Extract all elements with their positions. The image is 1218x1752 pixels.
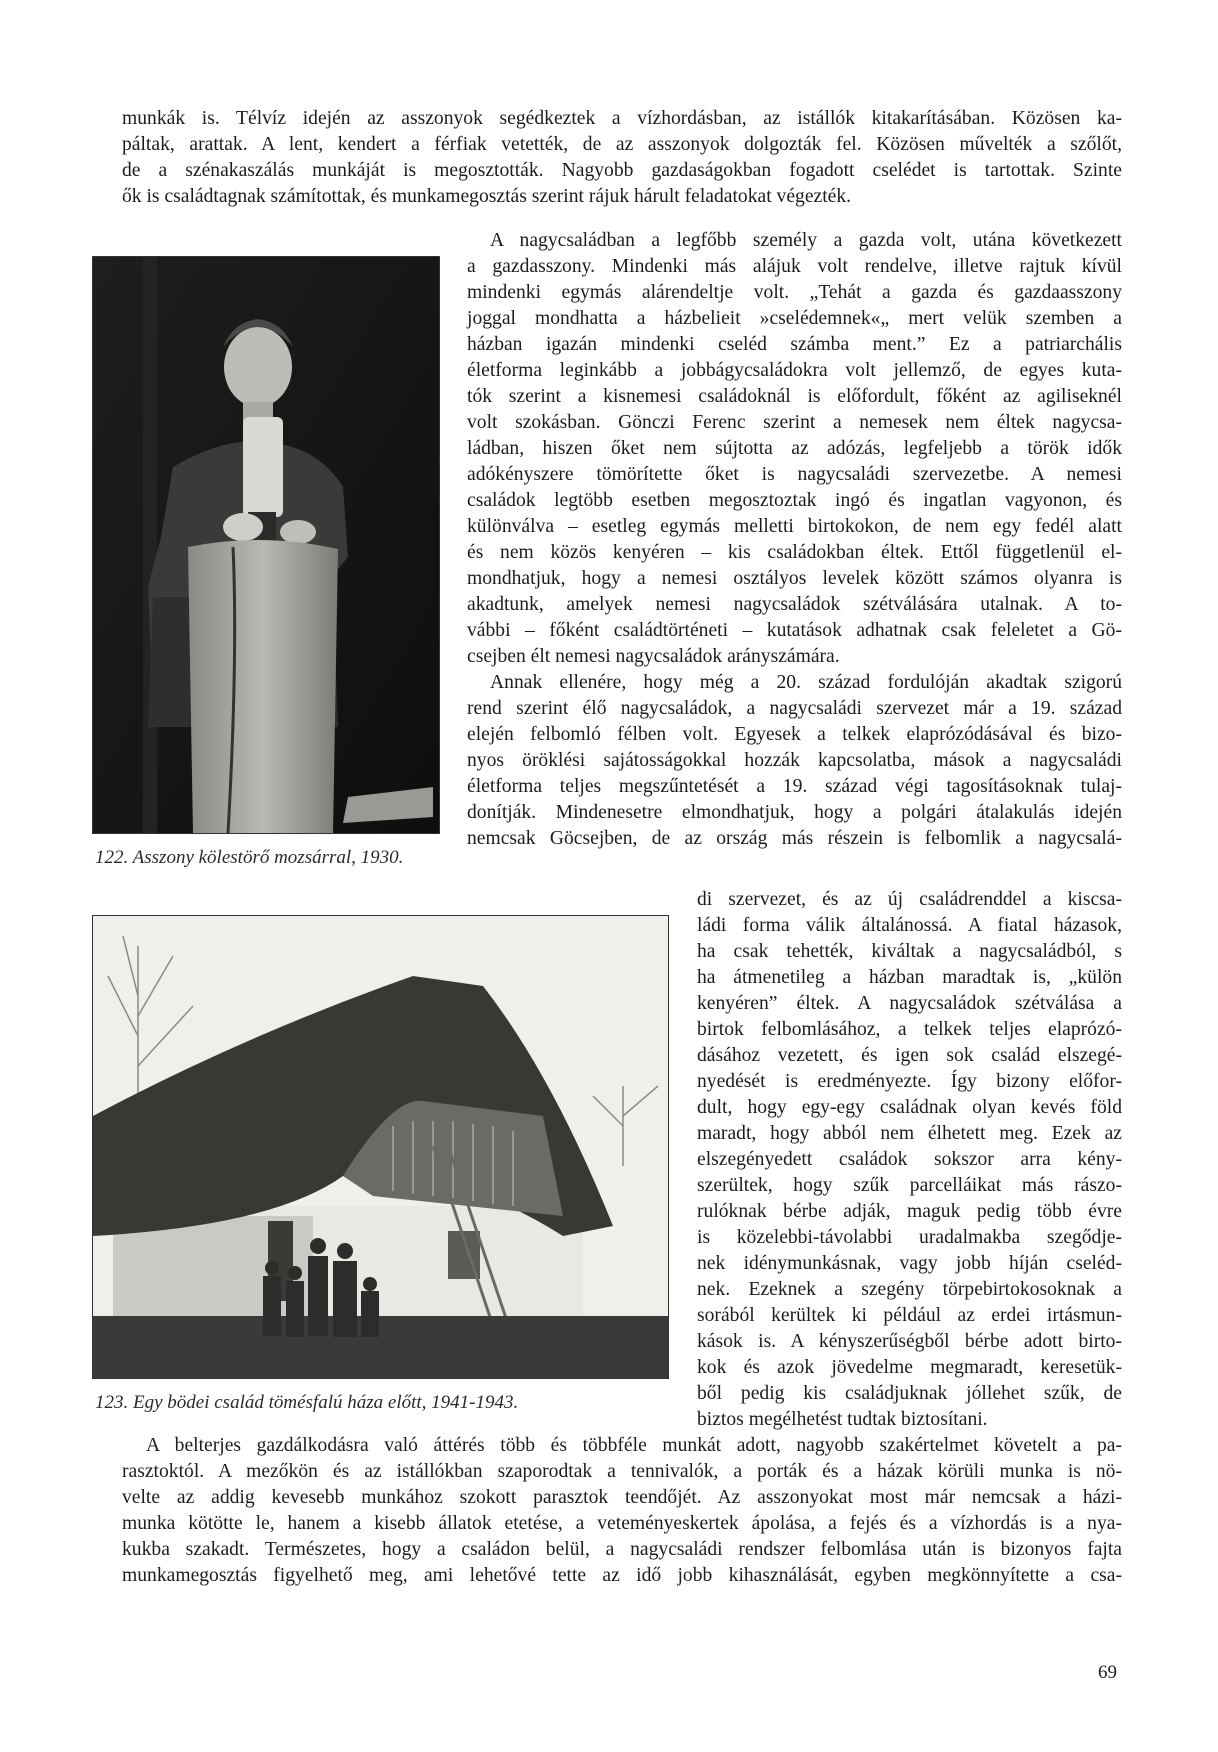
text-line: mondhatjuk, hogy a nemesi osztályos levelek között számos olyanra is <box>467 568 1122 589</box>
text-line: Annak ellenére, hogy még a 20. század fordulóján akadtak szigorú <box>490 672 1122 693</box>
text-line: di szervezet, és az új családrenddel a kiscsa- <box>697 889 1122 910</box>
text-line: maradt, hogy abból nem élhetett meg. Ezek az <box>697 1123 1122 1144</box>
text-line: elszegényedett családok sokszor arra kény- <box>697 1149 1122 1170</box>
text-line: nyos öröklési sajátosságokkal hozzák kapcsolatba, mások a nagycsaládi <box>467 750 1122 771</box>
text-line: ők is családtagnak számítottak, és munkamegosztás szerint rájuk hárult feladatokat végezték. <box>122 186 852 207</box>
text-line: nek. Ezeknek a szegény törpebirtokosoknak a <box>697 1279 1122 1300</box>
text-line: a gazdasszony. Mindenki más alájuk volt rendelve, illetve rajtuk kívül <box>467 256 1122 277</box>
text-line: kások is. A kényszerűségből bérbe adott birto- <box>697 1331 1122 1352</box>
text-line: ha átmenetileg a házban maradtak is, „külön <box>697 967 1122 988</box>
text-line: de a szénakaszálás munkáját is megosztották. Nagyobb gazdaságokban fogadott cselédet is tartottak. Szinte <box>122 160 1122 181</box>
text-line: nemcsak Göcsejben, de az ország más részein is felbomlik a nagycsalá- <box>467 828 1122 849</box>
text-line: akadtunk, amelyek nemesi nagycsaládok szétválására utalnak. A to- <box>467 594 1122 615</box>
text-line: kenyéren” éltek. A nagycsaládok szétválása a <box>697 993 1122 1014</box>
woman-with-millet-mortar-photo <box>92 256 440 834</box>
text-line: vábbi – főként családtörténeti – kutatások adhatnak csak feleletet a Gö- <box>467 620 1122 641</box>
text-line: elején felbomló félben volt. Egyesek a telkek elaprózódásával és bizo- <box>467 724 1122 745</box>
text-line: is közelebbi-távolabbi uradalmakba szegődje- <box>697 1227 1122 1248</box>
text-line: nyedését is eredményezte. Így bizony előfor- <box>697 1071 1122 1092</box>
text-line: kok és azok jövedelme megmaradt, keresetük- <box>697 1357 1122 1378</box>
text-line: A belterjes gazdálkodásra való áttérés több és többféle munkát adott, nagyobb szakértelmet követelt a pa- <box>146 1435 1122 1456</box>
text-line: különválva – esetleg egymás melletti birtokokon, de nem egy fedél alatt <box>467 516 1122 537</box>
text-line: családok legtöbb esetben megosztoztak ingó és ingatlan vagyonon, és <box>467 490 1122 511</box>
text-line: sorából kerültek ki például az erdei irtásmun- <box>697 1305 1122 1326</box>
text-line: biztos megélhetést tudtak biztosítani. <box>697 1409 988 1430</box>
text-line: tók szerint a kisnemesi családoknál is előfordult, főként az agiliseknél <box>467 386 1122 407</box>
text-line: joggal mondhatta a házbelieit »cselédemnek«„ mert velük szemben a <box>467 308 1122 329</box>
text-line: birtok felbomlásához, a telkek teljes elaprózó- <box>697 1019 1122 1040</box>
text-line: munka kötötte le, hanem a kisebb állatok etetése, a veteményeskertek ápolása, a fejés és a vízhordás is a nya- <box>122 1513 1122 1534</box>
text-line: házban igazán mindenki cseléd számba ment.” Ez a patriarchális <box>467 334 1122 355</box>
text-line: ha csak tehették, kiváltak a nagycsaládból, s <box>697 941 1122 962</box>
photo-illustration <box>93 257 439 833</box>
text-line: életforma teljes megszűntetését a 19. század végi tagosításoknak tulaj- <box>467 776 1122 797</box>
text-line: rend szerint élő nagycsaládok, a nagycsaládi szervezet már a 19. század <box>467 698 1122 719</box>
text-line: A nagycsaládban a legfőbb személy a gazda volt, utána következett <box>490 230 1122 251</box>
text-line: kukba szakadt. Természetes, hogy a családon belül, a nagycsaládi rendszer felbomlása után is bizonyos fajta <box>122 1539 1122 1560</box>
text-line: ből pedig kis családjuknak jóllehet szűk, de <box>697 1383 1122 1404</box>
text-line: dult, hogy egy-egy családnak olyan kevés föld <box>697 1097 1122 1118</box>
text-line: rulóknak bérbe adják, maguk pedig több évre <box>697 1201 1122 1222</box>
family-in-front-of-thatched-house-photo <box>92 915 669 1379</box>
figure-caption-123: 123. Egy bödei család tömésfalú háza előtt, 1941-1943. <box>95 1392 519 1413</box>
text-line: ládi forma válik általánossá. A fiatal házasok, <box>697 915 1122 936</box>
text-line: páltak, arattak. A lent, kendert a férfiak vetették, de az asszonyok dolgozták fel. Közösen művelték a szőlőt, <box>122 134 1122 155</box>
text-line: és nem közös kenyéren – kis családokban éltek. Ettől függetlenül el- <box>467 542 1122 563</box>
figure-caption-122: 122. Asszony kölestörő mozsárral, 1930. <box>95 847 404 868</box>
text-line: életforma leginkább a jobbágycsaládokra volt jellemző, de egyes kuta- <box>467 360 1122 381</box>
text-line: munkák is. Télvíz idején az asszonyok segédkeztek a vízhordásban, az istállók kitakarításában. Közösen ka- <box>122 108 1122 129</box>
text-line: rasztoktól. A mezőkön és az istállókban szaporodtak a tennivalók, a porták és a házak körüli munka is nö- <box>122 1461 1122 1482</box>
text-line: velte az addig kevesebb munkához szokott parasztok teendőjét. Az asszonyokat most már nemcsak a házi- <box>122 1487 1122 1508</box>
text-line: mindenki egymás alárendeltje volt. „Tehát a gazda és gazdaasszony <box>467 282 1122 303</box>
text-line: dásához vezetett, és igen sok család elszegé- <box>697 1045 1122 1066</box>
text-line: adókényszere tömörítette őket is nagycsaládi szervezetbe. A nemesi <box>467 464 1122 485</box>
text-line: nek idénymunkásnak, vagy jobb híján cseléd- <box>697 1253 1122 1274</box>
text-line: volt szokásban. Gönczi Ferenc szerint a nemesek nem éltek nagycsa- <box>467 412 1122 433</box>
photo-illustration <box>93 916 668 1378</box>
text-line: szerültek, hogy szűk parcelláikat más rászo- <box>697 1175 1122 1196</box>
text-line: munkamegosztás figyelhető meg, ami lehetővé tette az idő jobb kihasználását, egyben megkönnyítette a csa- <box>122 1565 1122 1586</box>
page-number: 69 <box>1098 1662 1117 1683</box>
text-line: ládban, hiszen őket nem sújtotta az adózás, legfeljebb a török idők <box>467 438 1122 459</box>
text-line: csejben élt nemesi nagycsaládok arányszámára. <box>467 646 840 667</box>
text-line: donítják. Mindenesetre elmondhatjuk, hogy a polgári átalakulás idején <box>467 802 1122 823</box>
